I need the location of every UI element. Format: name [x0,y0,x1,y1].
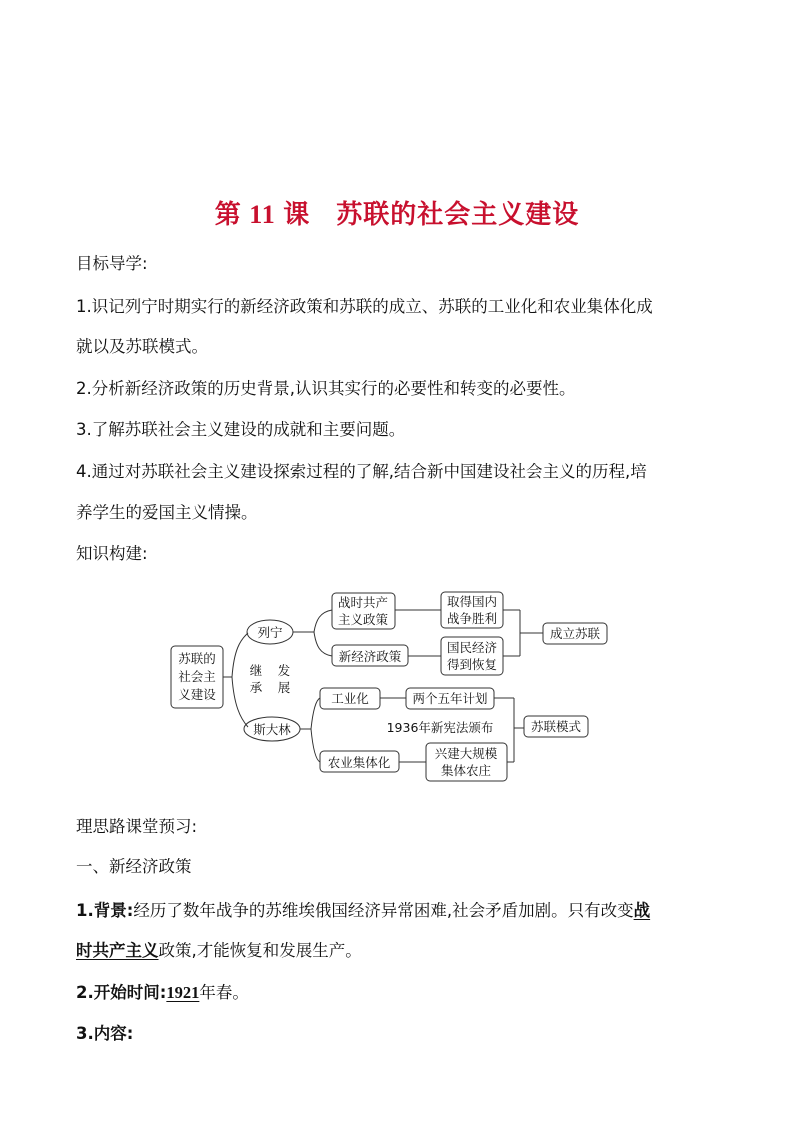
develop-char-1: 发 [277,663,291,678]
stalin-label: 斯大林 [253,722,291,737]
preview-heading: 理思路课堂预习: [76,817,198,836]
root-line-3: 义建设 [178,687,216,702]
background-text-2: 政策,才能恢复和发展生产。 [158,941,362,960]
content-label: 3.内容: [76,1024,134,1043]
root-line-2: 社会主 [178,669,216,684]
start-time-answer: 1921 [166,983,200,1002]
collective-farm-line-1: 兴建大规模 [434,746,498,761]
develop-char-2: 展 [277,680,291,695]
content-line [76,1023,133,1045]
goal-line-6: 养学生的爱国主义情操。 [76,503,258,522]
section-heading-nep: 一、新经济政策 [76,857,192,876]
collective-farm-line-2: 集体农庄 [440,763,492,778]
collectivization-label: 农业集体化 [327,755,391,770]
ussr-label: 成立苏联 [549,626,601,641]
civil-war-line-2: 战争胜利 [446,611,498,626]
goal-line-5: 4.通过对苏联社会主义建设探索过程的了解,结合新中国建设社会主义的历程,培 [76,462,647,481]
root-line-1: 苏联的 [178,651,216,666]
lesson-number: 第 11 课 [214,200,311,229]
background-answer-part-1: 战 [633,901,651,920]
war-communism-line-1: 战时共产 [337,595,389,610]
recovery-line-2: 得到恢复 [446,657,498,672]
start-time-label: 2.开始时间: [76,983,167,1002]
goal-line-1: 1.识记列宁时期实行的新经济政策和苏联的成立、苏联的工业化和农业集体化成 [76,297,653,316]
inherit-char-1: 继 [249,663,263,678]
inherit-char-2: 承 [249,680,263,695]
background-text: 经历了数年战争的苏维埃俄国经济异常困难,社会矛盾加剧。只有改变 [133,901,634,920]
five-year-plan-label: 两个五年计划 [412,691,488,706]
recovery-line-1: 国民经济 [446,640,498,655]
war-communism-line-2: 主义政策 [337,612,389,627]
goal-line-4: 3.了解苏联社会主义建设的成就和主要问题。 [76,420,406,439]
industrialization-label: 工业化 [331,691,369,706]
civil-war-line-1: 取得国内 [446,594,498,609]
background-answer-part-2: 时共产主义 [76,941,159,960]
nep-label: 新经济政策 [338,649,402,664]
lenin-label: 列宁 [257,625,283,640]
constitution-label: 1936年新宪法颁布 [386,720,494,735]
knowledge-heading: 知识构建: [76,544,148,563]
start-time-line [76,982,249,1004]
goal-line-3: 2.分析新经济政策的历史背景,认识其实行的必要性和转变的必要性。 [76,379,576,398]
goals-heading: 目标导学: [76,254,148,273]
background-line-2 [76,940,362,962]
model-label: 苏联模式 [530,719,582,734]
background-label: 1.背景: [76,901,134,920]
goal-line-2: 就以及苏联模式。 [76,337,208,356]
lesson-title: 苏联的社会主义建设 [336,200,580,230]
background-line-1 [76,900,650,922]
start-time-text: 年春。 [199,983,249,1002]
